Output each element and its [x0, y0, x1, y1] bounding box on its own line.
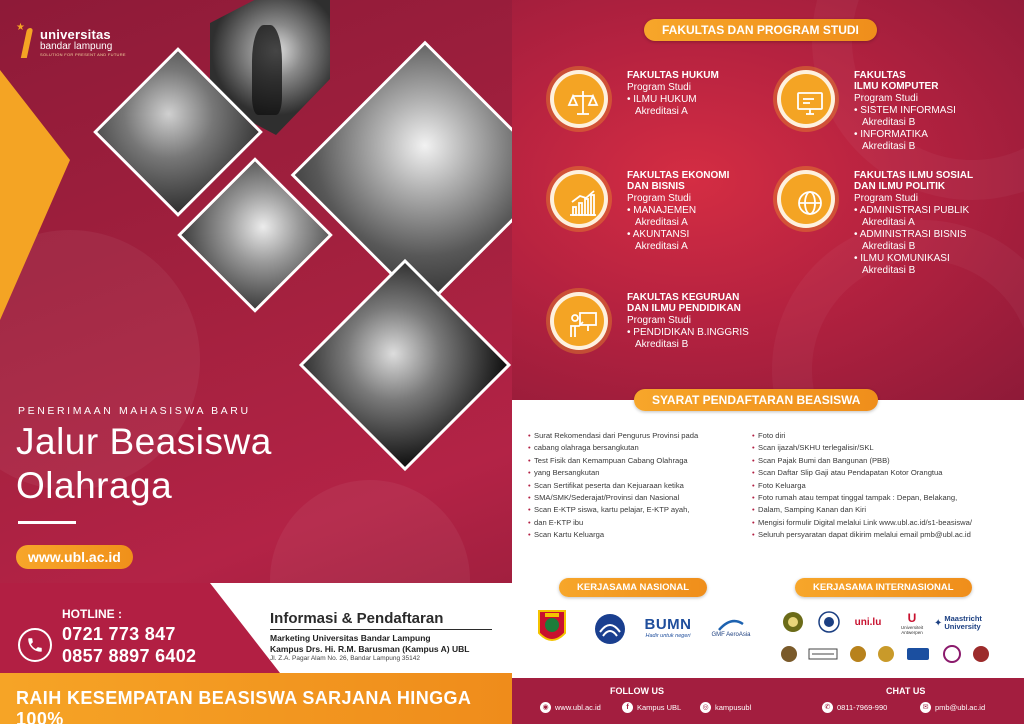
website-link[interactable] [540, 702, 601, 713]
antwerp-icon: U [907, 611, 917, 625]
requirement-item: • Scan Kartu Keluarga [528, 529, 698, 541]
partner-crest-icon [905, 645, 931, 663]
partner-seal-icon [849, 645, 867, 663]
program-item: • AKUNTANSI [627, 229, 690, 240]
program-item: • ILMU KOMUNIKASI [854, 253, 950, 264]
requirement-item: • yang Bersangkutan [528, 467, 698, 479]
pencak-silat-photo [299, 259, 511, 471]
scholarship-banner-text: RAIH KESEMPATAN BEASISWA SARJANA HINGGA 100% [16, 688, 471, 724]
national-partners-label: KERJASAMA NASIONAL [559, 578, 707, 597]
requirement-item: • SMA/SMK/Sederajat/Provinsi dan Nasional [528, 492, 698, 504]
email-text: pmb@ubl.ac.id [935, 703, 986, 712]
requirement-item: • Dalam, Samping Kanan dan Kiri [752, 504, 972, 516]
email-icon: ✉ [920, 702, 931, 713]
lampung-province-logo [536, 608, 568, 648]
program-label: Program Studi [627, 193, 691, 204]
website-link[interactable]: www.ubl.ac.id [16, 545, 133, 569]
requirement-item: • Scan Pajak Bumi dan Bangunan (PBB) [752, 455, 972, 467]
accreditation: Akreditasi A [635, 106, 688, 117]
faculty-name: FAKULTAS HUKUM [627, 70, 719, 81]
requirement-item: • Foto Keluarga [752, 480, 972, 492]
info-title: Informasi & Pendaftaran [270, 610, 444, 627]
program-label: Program Studi [854, 93, 918, 104]
scales-icon [550, 70, 608, 128]
requirement-item: • Scan Daftar Slip Gaji atau Pendapatan Kotor Orangtua [752, 467, 972, 479]
torch-icon [18, 28, 36, 58]
phone-icon [18, 628, 52, 662]
maastricht-logo [934, 612, 1004, 634]
faculties-header: FAKULTAS DAN PROGRAM STUDI [644, 19, 877, 41]
globe-icon: ◉ [540, 702, 551, 713]
unilu-logo [850, 610, 886, 634]
requirement-item: • cabang olahraga bersangkutan [528, 442, 698, 454]
program-item: • ADMINISTRASI BISNIS [854, 229, 967, 240]
requirements-list-left [528, 430, 698, 542]
antwerp-wordmark: Universiteit Antwerpen [900, 625, 924, 635]
program-item: • SISTEM INFORMASI [854, 105, 956, 116]
info-line: Kampus Drs. Hi. R.M. Barusman (Kampus A) UBL [270, 644, 470, 654]
antwerp-logo [892, 608, 932, 638]
requirement-item: • Foto diri [752, 430, 972, 442]
chat-us-label: CHAT US [886, 686, 926, 696]
brand-tagline: SOLUTION FOR PRESENT AND FUTURE [40, 52, 126, 57]
faculties-section [512, 0, 1024, 400]
requirement-item: • Scan Sertifikat peserta dan Kejuaraan ketika [528, 480, 698, 492]
maastricht-icon: ✦ [934, 617, 943, 629]
partner-seal-icon [877, 645, 895, 663]
hero-title-line1: Jalur Beasiswa [16, 421, 272, 462]
whatsapp-icon: ✆ [822, 702, 833, 713]
faculty-name: DAN BISNIS [627, 181, 685, 192]
hero-title-line2: Olahraga [16, 465, 173, 506]
divider [18, 521, 76, 524]
requirements-header: SYARAT PENDAFTARAN BEASISWA [634, 389, 878, 411]
facebook-icon: f [622, 702, 633, 713]
requirement-item: • Scan E-KTP siswa, kartu pelajar, E-KTP ayah, [528, 504, 698, 516]
scholarship-banner [0, 673, 512, 724]
faculty-name: FAKULTAS EKONOMI [627, 170, 730, 181]
requirement-item: • Seluruh persyaratan dapat dikirim melalui email pmb@ubl.ac.id [752, 529, 972, 541]
koni-logo [584, 608, 636, 650]
program-label: Program Studi [627, 315, 691, 326]
program-label: Program Studi [627, 82, 691, 93]
international-logos-row [780, 642, 990, 666]
hotline-phone-2[interactable]: 0857 8897 6402 [62, 646, 197, 666]
requirement-item: • Foto rumah atau tempat tinggal tampak : Depan, Belakang, [752, 492, 972, 504]
hotline-phone-1[interactable]: 0721 773 847 [62, 624, 176, 644]
divider [270, 629, 492, 630]
bumn-logo [634, 612, 702, 642]
bumn-wordmark: BUMN [644, 615, 692, 633]
program-label: Program Studi [854, 193, 918, 204]
accreditation: Akreditasi B [862, 141, 916, 152]
faculty-name: FAKULTAS [854, 70, 906, 81]
hero-title [16, 420, 272, 508]
university-logo [18, 28, 126, 58]
requirement-item: • Scan ijazah/SKHU terlegalisir/SKL [752, 442, 972, 454]
info-line: Marketing Universitas Bandar Lampung [270, 633, 431, 643]
gmf-logo [704, 610, 758, 646]
program-item: • ILMU HUKUM [627, 94, 697, 105]
partner-crest-icon [942, 645, 962, 663]
growth-chart-icon [550, 170, 608, 228]
whatsapp-link[interactable] [822, 702, 887, 713]
requirement-item: • Surat Rekomendasi dari Pengurus Provinsi pada [528, 430, 698, 442]
accreditation: Akreditasi B [862, 241, 916, 252]
program-item: • INFORMATIKA [854, 129, 928, 140]
hero-subtitle: PENERIMAAN MAHASISWA BARU [18, 405, 251, 417]
instagram-text: kampusubl [715, 703, 752, 712]
follow-us-label: FOLLOW US [610, 686, 664, 696]
requirement-item: • Test Fisik dan Kemampuan Cabang Olahraga [528, 455, 698, 467]
partner-seal-icon [972, 645, 990, 663]
partners-section [512, 568, 1024, 678]
brand-name-line2: bandar lampung [40, 41, 113, 52]
partner-seal-icon [780, 610, 806, 634]
faculty-name: DAN ILMU POLITIK [854, 181, 946, 192]
globe-icon [777, 170, 835, 228]
partner-crest-icon [812, 610, 846, 634]
accreditation: Akreditasi B [635, 339, 689, 350]
hotline-label: HOTLINE : [62, 607, 122, 621]
program-item: • MANAJEMEN [627, 205, 697, 216]
accreditation: Akreditasi A [635, 241, 688, 252]
info-address: Jl. Z.A. Pagar Alam No. 26, Bandar Lampung 35142 [270, 655, 420, 662]
accreditation: Akreditasi B [862, 265, 916, 276]
computer-icon [777, 70, 835, 128]
maastricht-wordmark: Maastricht University [944, 614, 982, 631]
social-footer [512, 678, 1024, 724]
program-item: • ADMINISTRASI PUBLIK [854, 205, 970, 216]
accreditation: Akreditasi B [862, 117, 916, 128]
unilu-wordmark: uni.lu [854, 616, 882, 628]
requirement-item: • Mengisi formulir Digital melalui Link www.ubl.ac.id/s1-beasiswa/ [752, 517, 972, 529]
right-panel [512, 0, 1024, 724]
facebook-text: Kampus UBL [637, 703, 682, 712]
instagram-link[interactable] [700, 702, 751, 713]
whatsapp-text: 0811-7969-990 [837, 703, 888, 712]
decor-triangle [0, 70, 70, 320]
faculty-name: FAKULTAS KEGURUAN [627, 292, 740, 303]
accreditation: Akreditasi A [862, 217, 915, 228]
website-text: www.ubl.ac.id [555, 703, 601, 712]
requirement-item: • dan E-KTP ibu [528, 517, 698, 529]
faculty-name: FAKULTAS ILMU SOSIAL [854, 170, 974, 181]
gmf-wordmark: GMF AeroAsia [711, 632, 751, 638]
accreditation: Akreditasi A [635, 217, 688, 228]
requirements-section [512, 393, 1024, 568]
faculty-name: ILMU KOMPUTER [854, 81, 939, 92]
brand-name-line1: universitas [40, 27, 111, 42]
facebook-link[interactable] [622, 702, 681, 713]
bumn-tagline: Hadir untuk negeri [645, 632, 691, 639]
teacher-board-icon [550, 292, 608, 350]
instagram-icon: ◎ [700, 702, 711, 713]
faculty-name: DAN ILMU PENDIDIKAN [627, 303, 741, 314]
program-item: • PENDIDIKAN B.INGGRIS [627, 327, 749, 338]
email-link[interactable] [920, 702, 985, 713]
international-partners-label: KERJASAMA INTERNASIONAL [795, 578, 972, 597]
partner-crest-icon [808, 647, 838, 661]
requirements-list-right [752, 430, 972, 542]
partner-seal-icon [780, 645, 798, 663]
